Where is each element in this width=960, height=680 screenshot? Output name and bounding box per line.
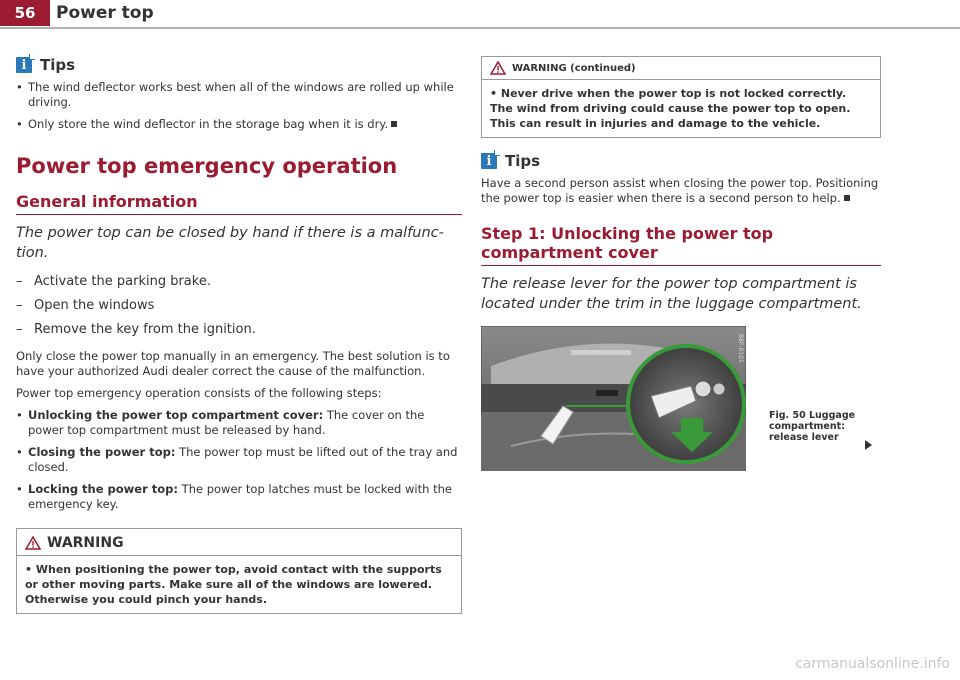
warning-triangle-icon (25, 536, 41, 550)
tips-bullet: • Only store the wind deflector in the storage bag when it is dry. (16, 117, 462, 132)
tips-text: Have a second person assist when closing the power top. Positioning the power top is easier when there is a second person to help. (481, 176, 879, 205)
figure (481, 326, 881, 471)
figure-caption: Fig. 50 Luggage compartment: release lever (769, 410, 856, 443)
info-icon: i (16, 57, 32, 73)
tips-bullet: • The wind deflector works best when all of the windows are rolled up while driving. (16, 80, 454, 109)
page-number: 56 (0, 0, 50, 26)
watermark: carmanualsonline.info (795, 656, 950, 672)
tips-header (481, 152, 881, 170)
warning-header (482, 57, 880, 80)
warning-triangle-icon (490, 61, 506, 75)
section-title: Power top emergency operation (16, 154, 398, 178)
list-item: • Closing the power top: The power top must be lifted out of the tray and closed. (16, 445, 458, 474)
warning-label: WARNING (continued) (512, 62, 636, 74)
step-item: – Remove the key from the ignition. (16, 322, 256, 337)
warning-continued-box (481, 56, 881, 138)
paragraph: Only close the power top manually in an emergency. The best solution is to have your authorized Audi dealer correct the cause of the malfunction. (16, 349, 450, 378)
right-column (481, 56, 881, 471)
left-column (16, 56, 462, 614)
step-title: Step 1: Unlocking the power top compartment cover (481, 224, 881, 266)
warning-header (17, 529, 461, 556)
warning-text: • Never drive when the power top is not locked correctly. The wind from driving could cause the power top to open. This can result in injuries and damage to the vehicle. (490, 87, 851, 130)
tips-header (16, 56, 462, 74)
warning-label: WARNING (47, 535, 124, 551)
tips-label: Tips (40, 56, 76, 74)
figure-code: B8F-0101 (737, 334, 744, 363)
warning-text: • When positioning the power top, avoid contact with the supports or other moving parts. Make sure all of the windows are lowered. Otherwise you could pinch your hands. (25, 563, 442, 606)
luggage-compartment-illustration (481, 326, 746, 471)
end-mark (844, 195, 850, 201)
step-item: – Open the windows (16, 298, 155, 313)
tips-label: Tips (505, 152, 541, 170)
end-mark (391, 121, 397, 127)
warning-box (16, 528, 462, 614)
continue-arrow-icon (865, 440, 872, 450)
paragraph: Power top emergency operation consists of the following steps: (16, 386, 382, 400)
subsection-title: General information (16, 192, 462, 215)
header-title: Power top (56, 3, 154, 23)
list-item: • Unlocking the power top compartment cover: The cover on the power top compartment must be released by hand. (16, 408, 425, 437)
list-item: • Locking the power top: The power top latches must be locked with the emergency key. (16, 482, 452, 511)
step-item: – Activate the parking brake. (16, 274, 211, 289)
intro-text: The power top can be closed by hand if there is a malfunc- tion. (16, 225, 444, 261)
header-rule (0, 27, 960, 29)
info-icon: i (481, 153, 497, 169)
step-intro: The release lever for the power top compartment is located under the trim in the luggage compartment. (481, 276, 862, 312)
